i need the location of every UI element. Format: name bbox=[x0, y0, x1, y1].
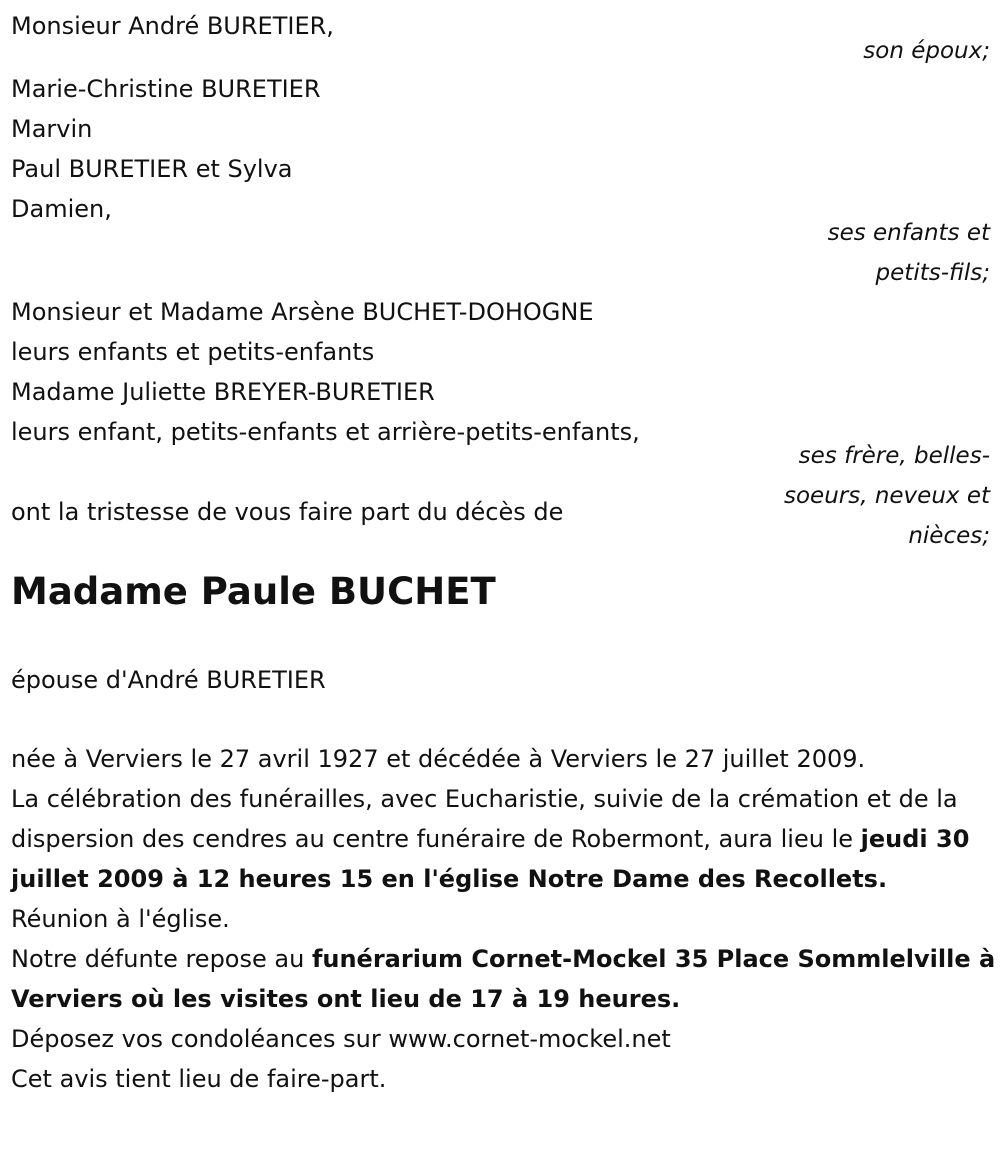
child-line: Paul BURETIER et Sylva bbox=[11, 155, 293, 183]
sibling-line: leurs enfants et petits-enfants bbox=[11, 338, 375, 366]
siblings-role-line1: ses frère, belles- bbox=[798, 443, 990, 469]
deceased-name: Madame Paule BUCHET bbox=[11, 570, 496, 613]
born-died-line: née à Verviers le 27 avril 1927 et décédée à Verviers le 27 juillet 2009. bbox=[11, 745, 866, 773]
funerarium-info: funérarium Cornet-Mockel 35 Place Sommlelville à Verviers où les visites ont lieu de 17 à 19 heures. bbox=[11, 945, 996, 1013]
ceremony-paragraph bbox=[11, 779, 996, 899]
spouse-name: Monsieur André BURETIER, bbox=[11, 12, 334, 40]
child-line: Marie-Christine BURETIER bbox=[11, 75, 321, 103]
spouse-line: épouse d'André BURETIER bbox=[11, 666, 326, 694]
siblings-role-line2: soeurs, neveux et bbox=[783, 483, 990, 509]
ceremony-datetime-place: jeudi 30 juillet 2009 à 12 heures 15 en l'église Notre Dame des Recollets. bbox=[11, 825, 970, 893]
meeting-line: Réunion à l'église. bbox=[11, 905, 230, 933]
ceremony-text: La célébration des funérailles, avec Eucharistie, suivie de la crémation et de la dispersion des cendres au centre funéraire de Robermont, aura lieu le bbox=[11, 785, 958, 853]
details-block bbox=[11, 739, 996, 1099]
child-line: Damien, bbox=[11, 195, 112, 223]
child-line: Marvin bbox=[11, 115, 93, 143]
closing-line: Cet avis tient lieu de faire-part. bbox=[11, 1065, 387, 1093]
condolences-line: Déposez vos condoléances sur www.cornet-mockel.net bbox=[11, 1025, 671, 1053]
children-role-line1: ses enfants et bbox=[827, 220, 990, 246]
announcement-intro: ont la tristesse de vous faire part du décès de bbox=[11, 498, 564, 526]
rest-paragraph bbox=[11, 939, 996, 1019]
siblings-role-line3: nièces; bbox=[908, 523, 990, 549]
rest-text: Notre défunte repose au bbox=[11, 945, 312, 973]
spouse-role: son époux; bbox=[863, 38, 990, 64]
children-role-line2: petits-fils; bbox=[875, 260, 990, 286]
sibling-line: Madame Juliette BREYER-BURETIER bbox=[11, 378, 435, 406]
sibling-line: Monsieur et Madame Arsène BUCHET-DOHOGNE bbox=[11, 298, 594, 326]
sibling-line: leurs enfant, petits-enfants et arrière-petits-enfants, bbox=[11, 418, 640, 446]
